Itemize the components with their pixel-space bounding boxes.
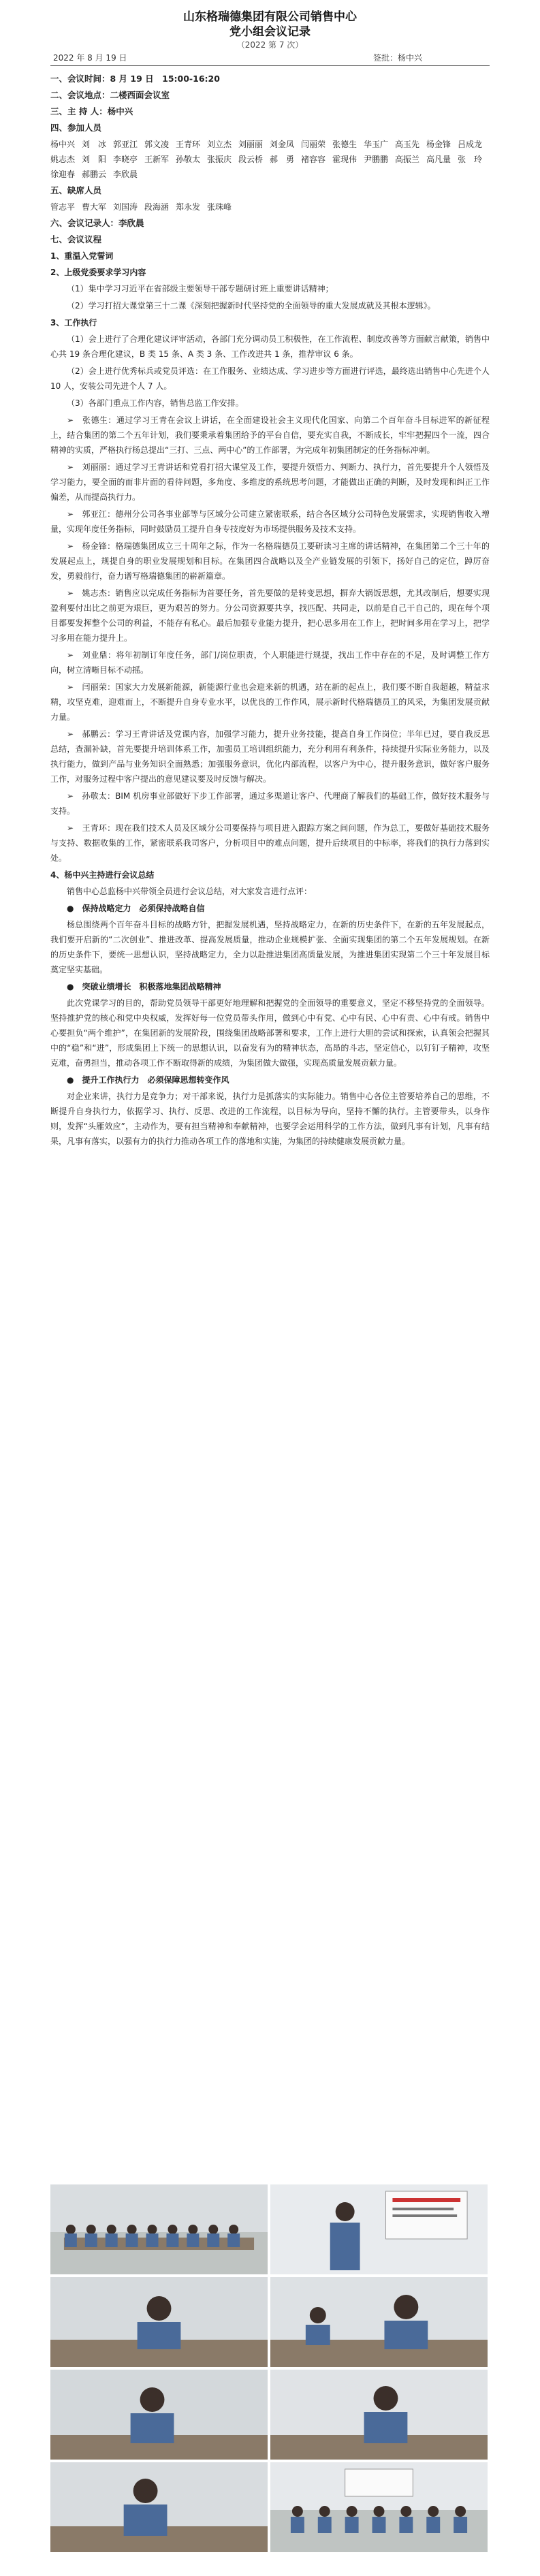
agenda-item-3-1: （1）会上进行了合理化建议评审活动，各部门充分调动员工积极性，在工作流程、制度改善等方面献言献策，销售中心共 19 条合理化建议，B 类 15 条、A 类 3 条、工作改进共 1 条，推荐审议 6 条。	[50, 334, 490, 359]
person-name: 张珠峰	[207, 202, 232, 212]
report-item: ➢ 孙敬太：BIM 机房事业部做好下步工作部署，通过多渠道让客户、代理商了解我们的基础工作，做好技术服务与支持。	[50, 791, 490, 816]
summary-intro: 销售中心总监杨中兴带领全员进行会议总结，对大家发言进行点评：	[67, 887, 313, 896]
person-name: 曹大军	[82, 202, 107, 212]
document-title: 党小组会议记录	[229, 25, 311, 39]
report-item: ➢ 闫丽荣：国家大力发展新能源，新能源行业也会迎来新的机遇，站在新的起点上，我们要不断自我超越，精益求精，攻坚克难，迎难而上，不断提升自身专业水平，以优良的工作作风，展示新时代格瑞德员工的风采，为集团发展贡献力量。	[50, 682, 490, 722]
agenda-item-3: 3、工作执行	[50, 318, 97, 328]
agenda-item-4: 4、杨中兴主持进行会议总结	[50, 870, 155, 880]
person-name: 刘国涛	[113, 202, 138, 212]
person-name: 李晓亭	[113, 155, 138, 164]
photo-grid	[50, 2184, 490, 2555]
person-name: 郭亚江	[113, 140, 138, 149]
person-name: 王新军	[144, 155, 170, 164]
focus-text-2: 此次党课学习的目的，帮助党员领导干部更好地理解和把握党的全面领导的重要意义，坚定不移坚持党的全面领导。坚持推护党的核心和党中央权威，发挥好每一位党员带头作用，做到心中有党、心中有民、心中有责、心中有戒。销售中心要担负“两个维护”，在集团新的发展阶段，围绕集团战略部署和要求，工作上进行大胆的尝试和探索，认真领会把握其中的“稳”和“进”，形成集团上下统一的思想认识，以奋发有为的精神状态，高昂的斗志，坚定信心，以钉钉子精神，攻坚克难，奋勇担当，推动各项工作不断取得新的成绩，为集团做大做强，实现高质量发展贡献力量。	[50, 998, 490, 1068]
person-name: 高振兰	[395, 155, 420, 164]
agenda-item-1: 1、重温入党誓词	[50, 251, 114, 261]
meeting-photo-1	[50, 2184, 268, 2274]
agenda-item-2-1: （1）集中学习习近平在省部级主要领导干部专题研讨班上重要讲话精神；	[67, 284, 334, 293]
person-name: 姚志杰	[50, 155, 76, 164]
person-name: 张德生	[332, 140, 358, 149]
meeting-photo-2	[270, 2184, 488, 2274]
person-name: 王青环	[176, 140, 201, 149]
agenda-item-3-2: （2）会上进行优秀标兵或党员评选：在工作服务、业绩达成、学习进步等方面进行评选，最终选出销售中心先进个人 10 人，安装公司先进个人 7 人。	[50, 366, 490, 391]
report-item: ➢ 杨金锋：格瑞德集团成立三十周年之际，作为一名格瑞德员工要研读习主席的讲话精神，在集团第二个三十年的发展起点上，规提自身的职业发展规划和目标。在集团四合战略以及全产业链发展的引领下，扬好自己的定位，踔厉奋发，勇毅前行，奋力谱写格瑞德集团的崭新篇章。	[50, 541, 490, 581]
recorder: 六、会议记录人：李欣晨	[50, 218, 144, 228]
report-item: ➢ 王青环：现在我们技术人员及区域分公司要保持与项目进入跟踪方案之间问题，作为总工，要做好基础技术服务与支持、数据收集的工作，紧密联系我司客户，分析项目中的难点问题，提升后续项目的中标率，将我们的执行力落到实处。	[50, 823, 490, 863]
person-name: 徐迎春	[50, 170, 76, 179]
meta-row	[0, 50, 540, 65]
person-name: 刘 阳	[82, 155, 107, 164]
header-divider	[50, 65, 490, 66]
meeting-photo-5	[50, 2370, 268, 2460]
meeting-time: 一、会议时间：8 月 19 日 15:00-16:20	[50, 74, 220, 84]
person-name: 杨金锋	[426, 140, 451, 149]
meeting-content	[0, 71, 540, 1149]
focus-text-3: 对企业来讲，执行力是竞争力；对干部来说，执行力是抓落实的实际能力。销售中心各位主管要培养自己的思维，不断提升自身执行力，依据学习、执行、反思、改进的工作流程，以目标为导向，坚持不懈的执行。主管要带头，以身作则，发挥“头雁效应”，主动作为，要有担当精神和奉献精神，也要学会运用科学的工作方法，做到凡事有计划，凡事有结果，凡事有落实，以强有力的执行力推动各项工作的落地和实施，为集团的持续健康发展贡献力量。	[50, 1092, 490, 1146]
person-name: 高凡量	[426, 155, 451, 164]
agenda-item-3-3: （3）各部门重点工作内容，销售总监工作安排。	[67, 398, 244, 408]
report-item: ➢ 郝鹏云：学习王青讲话及党课内容，加强学习能力，提升业务技能，提高自身工作岗位；半年已过，要自我反思总结，查漏补缺，首先要提升培训体系工作，加强员工培训组织能力，充分利用有利条件，持续提升实际业务能力，以及执行能力，做到产品与业务知识全面熟悉；加强服务意识，优化内部流程，以客户为中心，提升服务意识，做好客户服务工作，对服务过程中客户提出的意见建议要及时反馈与解决。	[50, 729, 490, 784]
person-name: 刘丽丽	[238, 140, 264, 149]
attendees-list	[50, 137, 490, 182]
person-name: 刘立杰	[207, 140, 232, 149]
report-item: ➢ 刘业鼎：将年初制订年度任务，部门/岗位职责，个人职能进行规提，找出工作中存在的不足，及时调整工作方向，树立清晰目标不动摇。	[50, 650, 490, 675]
attendees-heading: 四、参加人员	[50, 123, 102, 133]
person-name: 杨中兴	[50, 140, 76, 149]
report-item: ➢ 刘丽丽：通过学习王青讲话和党看打招大课堂及工作，要提升领悟力、判断力、执行力，首先要提升个人领悟及学习能力，要全面的而非片面的看待问题，多角度、多维度的系统思考问题，才能做出正确的判断，及时发现和纠正工作偏差，从而提高执行力。	[50, 462, 490, 502]
focus-heading-2: ● 突破业绩增长 积极落地集团战略精神	[67, 982, 221, 991]
photo-row	[50, 2370, 490, 2460]
person-name: 刘金凤	[270, 140, 295, 149]
person-name: 段海涵	[144, 202, 170, 212]
report-item: ➢ 张德生：通过学习王青在会议上讲话，在全面建设社会主义现代化国家、向第二个百年奋斗目标进军的新征程上，结合集团的第二个五年计划，我们要秉承着集团给予的平台自信，要充实自我，不断成长，牢牢把握四个一流，四合精神的实质，严格执行杨总提出“三打、三点、两中心”的工作部署，为完成年初集团制定的任务指标冲刺。	[50, 415, 490, 455]
meeting-date: 2022 年 8 月 19 日	[53, 53, 127, 63]
photo-row	[50, 2277, 490, 2367]
person-name: 张 玲	[458, 155, 483, 164]
meeting-photo-3	[50, 2277, 268, 2367]
agenda-item-2: 2、上级党委要求学习内容	[50, 268, 146, 277]
person-name: 霍现伟	[332, 155, 358, 164]
person-name: 管志平	[50, 202, 76, 212]
person-name: 郑永发	[176, 202, 201, 212]
photo-row	[50, 2184, 490, 2274]
person-name: 高玉先	[395, 140, 420, 149]
meeting-photo-6	[270, 2370, 488, 2460]
person-name: 华玉广	[364, 140, 389, 149]
report-item: ➢ 姚志杰：销售应以完成任务指标为首要任务，首先要做的是转变思想，摒弃大锅饭思想，尤其改制后，想要实现盈利要付出比之前更为艰巨，更为艰苦的努力。分公司资源要共享，找匹配、共同走，以前是自己干自己的，现在每个项目都要发挥整个公司的利益，不能存有私心。最后加强专业能力提升，把心思多用在工作上，把时间多用在学习上，把学习多用在能力提升上。	[50, 588, 490, 643]
person-name: 李欣晨	[113, 170, 138, 179]
person-name: 段云桥	[238, 155, 264, 164]
person-name: 孙敬太	[176, 155, 201, 164]
person-name: 尹鹏鹏	[364, 155, 389, 164]
report-item: ➢ 郭亚江：德州分公司各事业部等与区域分公司建立紧密联系，结合各区域分公司特色发展需求，实现销售收入增量，实现年度任务指标，同时鼓励员工提升自身专技度好为市场提供服务及技术支持。	[50, 509, 490, 534]
person-name: 郭文凌	[144, 140, 170, 149]
person-name: 张振庆	[207, 155, 232, 164]
company-title: 山东格瑞德集团有限公司销售中心	[183, 10, 357, 24]
meeting-photo-4	[270, 2277, 488, 2367]
person-name: 郝 勇	[270, 155, 295, 164]
meeting-host: 三、主 持 人：杨中兴	[50, 106, 133, 116]
meeting-place: 二、会议地点：二楼西面会议室	[50, 90, 170, 100]
meeting-photo-7	[50, 2462, 268, 2552]
person-name: 闫丽荣	[301, 140, 326, 149]
focus-heading-3: ● 提升工作执行力 必须保障思想转变作风	[67, 1075, 229, 1085]
person-name: 吕成龙	[458, 140, 483, 149]
photo-row	[50, 2462, 490, 2552]
signer: 签批：杨中兴	[373, 53, 423, 63]
absent-heading: 五、缺席人员	[50, 185, 102, 195]
focus-heading-1: ● 保持战略定力 必须保持战略自信	[67, 904, 205, 913]
agenda-item-2-2: （2）学习打招大课堂第三十二课《深刻把握新时代坚持党的全面领导的重大发展成就及其根本逻辑》。	[67, 301, 436, 311]
reports-list	[50, 413, 490, 865]
meeting-photo-8	[270, 2462, 488, 2552]
issue-number: （2022 第 7 次）	[236, 40, 304, 50]
absent-list	[50, 200, 490, 214]
person-name: 郝鹏云	[82, 170, 107, 179]
focus-text-1: 杨总围绕两个百年奋斗目标的战略方针，把握发展机遇，坚持战略定力，在新的历史条件下，在新的五年发展起点，我们要开启新的“二次创业”、推进改革、提高发展质量，推动企业规模扩张、全面实现集团的第二个五年发展规划。在新的历史条件下，要统一思想认识，坚持战略定力，全力以赴推进集团高质量发展，为推进集团实现第二个三十年发展目标奠定坚实基础。	[50, 920, 490, 974]
person-name: 刘 冰	[82, 140, 107, 149]
person-name: 褚容容	[301, 155, 326, 164]
agenda-heading: 七、会议议程	[50, 234, 102, 244]
